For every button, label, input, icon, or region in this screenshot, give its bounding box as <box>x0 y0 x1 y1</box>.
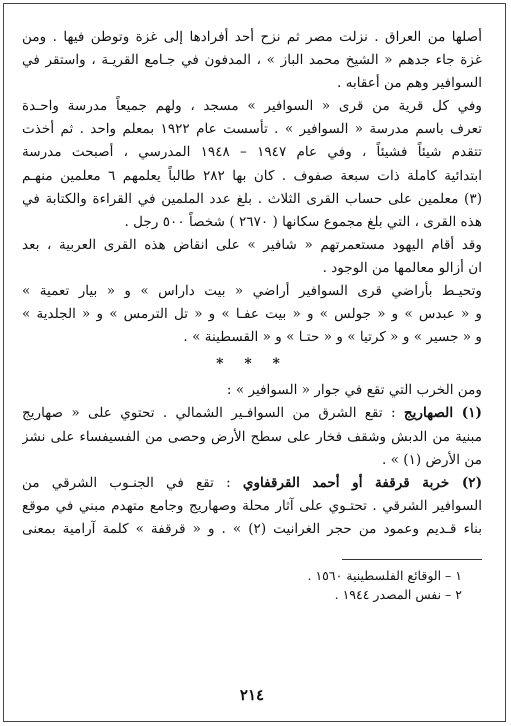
text-line: ان أزالو معالمها من الوجود . <box>322 259 482 276</box>
text-line: (٣) معلمين على حساب القرى الثلاث . بلغ عدد الملمين في القراءة والكتابة في <box>22 190 482 207</box>
footnote: ٢ – نفس المصدر ١٩٤٤ . <box>334 586 462 602</box>
document-page <box>22 26 482 716</box>
paragraph <box>22 280 482 349</box>
section-separator: * * * <box>216 356 288 373</box>
site-entry <box>22 472 482 541</box>
footnote: ١ – الوقائع الفلسطينية ١٥٦٠ . <box>307 567 462 583</box>
text-line: وقد أقام اليهود مستعمرتهم « شافير » على انقاض هذه القرى العربية ، بعد <box>22 236 482 253</box>
text-line: أصلها من العراق . نزلت مصر ثم نزح أحد أفرادها إلى غزة وتوطن فيها . ومن <box>22 29 482 45</box>
text-line: غزة جاء جدهم « الشيخ محمد الباز » ، المدفون في جـامع القريـة ، واستقر في <box>22 52 482 69</box>
text-line: السوافير وهم من أعقابه . <box>337 75 482 92</box>
text-line: ابتدائية كاملة ذات سبعة صفوف . كان بها ٢٨٢ طالباً يعلمهم ٦ معلمين منهـم <box>22 167 482 184</box>
text-line <box>22 402 482 425</box>
text-line: بناء قـديم وعمود من حجر الغرانيت (٢) » . و « قرقفة » كلمة آرامية بمعنى <box>22 520 482 537</box>
text-line: و « عبدس » و « جولس » و « بيت عفـا » و « تل الترمس » و « الجلدية » <box>22 306 482 323</box>
section-intro: ومن الخرب التي تقع في جوار « السوافير » : <box>226 382 482 399</box>
text-line: تتقدم شيئاً فشيئاً ، وفي عام ١٩٤٧ – ١٩٤٨ المدرسي ، أصبحت مدرسة <box>22 144 482 161</box>
paragraph <box>22 26 482 95</box>
site-text: : تقع الشرق من السوافـير الشمالي . تحتوي على « صهاريج <box>22 405 396 422</box>
text-line <box>22 472 482 495</box>
footnote-divider <box>342 559 482 560</box>
text-line: وتحيـط بأراضي قرى السوافير أراضي « بيت داراس » و « بيار تعمية » <box>22 283 482 300</box>
page-number: ٢١٤ <box>239 686 265 704</box>
text-line: و « جسير » و « كرتيا » و « حتـا » و « القسطينة » . <box>183 329 482 346</box>
paragraph <box>22 95 482 234</box>
text-line: من الأرض (١) » . <box>381 451 482 468</box>
text-line: هذه القرى ، التي بلغ مجموع سكانها ( ٢٦٧٠ ) شخصاً ٥٠٠ رجل . <box>124 213 482 230</box>
footnotes <box>22 566 482 604</box>
text-line: وفي كل قرية من قرى « السوافير » مسجد ، ولهم جميعاً مدرسة واحـدة <box>22 98 482 115</box>
site-title: (١) الصهاريج <box>403 405 482 422</box>
paragraph <box>22 234 482 280</box>
site-entry <box>22 402 482 471</box>
site-title: (٢) خربة قرقفة أو أحمد القرقفاوي <box>242 474 482 491</box>
text-line: السوافير الشرقي . تحتـوي على آثار محلة وصهاريج وجامع متهدم مبني في موقع <box>22 497 482 514</box>
site-text: : تقع في الجنـوب الشرقي من <box>22 474 231 491</box>
text-line: مبنية من الدبش وشقف فخار على سطح الأرض وحصى من الفسيفساء على نشز <box>22 428 482 445</box>
text-line: تعرف باسم مدرسة « السوافير » . تأسست عام ١٩٢٢ بمعلم واحد . ثم أخذت <box>22 121 482 138</box>
